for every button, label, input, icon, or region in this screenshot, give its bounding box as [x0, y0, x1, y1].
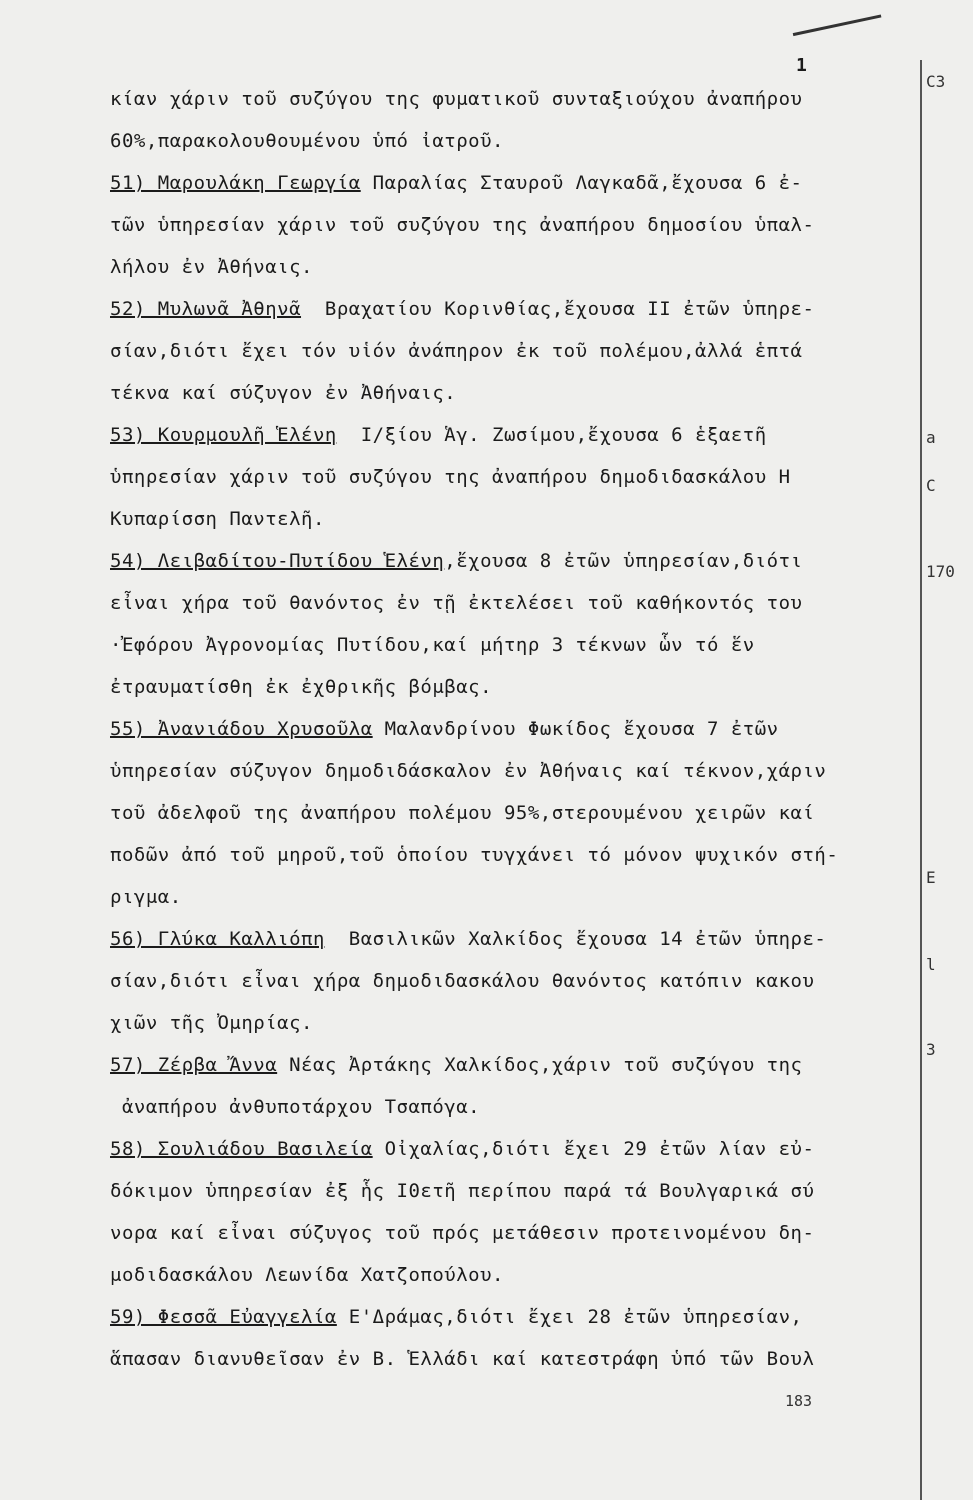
text-line [110, 498, 900, 540]
line-text: Ε'Δράμας,διότι ἔχει 28 ἐτῶν ὑπηρεσίαν, [336, 1306, 803, 1328]
line-text: τοῦ ἀδελφοῦ της ἀναπήρου πολέμου 95%,στερουμένου χειρῶν καί [110, 802, 815, 824]
line-text: χιῶν τῆς Ὀμηρίας. [110, 1012, 313, 1034]
page-border-line [920, 60, 922, 1500]
text-line [110, 456, 900, 498]
text-line [110, 582, 900, 624]
line-text: Οἰχαλίας,διότι ἔχει 29 ἐτῶν λίαν εὐ- [372, 1138, 815, 1160]
text-line [110, 876, 900, 918]
line-text: Μαλανδρίνου Φωκίδος ἔχουσα 7 ἐτῶν [372, 718, 779, 740]
text-line [110, 960, 900, 1002]
margin-note: a [926, 428, 936, 447]
entry-heading-line [110, 1044, 900, 1086]
margin-note: 170 [926, 562, 955, 581]
margin-note: C3 [926, 72, 946, 91]
text-line [110, 330, 900, 372]
text-line [110, 666, 900, 708]
line-indent [110, 1096, 122, 1118]
text-line [110, 1086, 900, 1128]
entry-heading-line [110, 414, 900, 456]
line-text: ὑπηρεσίαν χάριν τοῦ συζύγου της ἀναπήρου δημοδιδασκάλου Η [110, 466, 791, 488]
entry-heading-line [110, 1296, 900, 1338]
text-line [110, 834, 900, 876]
line-text: Παραλίας Σταυροῦ Λαγκαδᾶ,ἔχουσα 6 ἐ- [360, 172, 803, 194]
text-line [110, 792, 900, 834]
line-text: ριγμα. [110, 886, 182, 908]
entry-name: 52) Μυλωνᾶ Ἀθηνᾶ [110, 298, 302, 320]
text-line [110, 1212, 900, 1254]
line-text: τέκνα καί σύζυγον ἐν Ἀθήναις. [110, 382, 457, 404]
entry-name: 56) Γλύκα Καλλιόπη [110, 928, 325, 950]
line-text: ,ἔχουσα 8 ἐτῶν ὑπηρεσίαν,διότι [444, 550, 803, 572]
text-line [110, 120, 900, 162]
line-text: ἅπασαν διανυθεῖσαν ἐν Β. Ἑλλάδι καί κατεστράφη ὑπό τῶν Βουλ [110, 1348, 815, 1370]
text-line [110, 1338, 900, 1380]
top-mark: 1 [796, 55, 807, 76]
entry-name: 53) Κουρμουλῆ Ἑλένη [110, 424, 337, 446]
line-text: μοδιδασκάλου Λεωνίδα Χατζοπούλου. [110, 1264, 504, 1286]
line-text: ἐτραυματίσθη ἐκ ἐχθρικῆς βόμβας. [110, 676, 493, 698]
entry-name: 55) Ἀνανιάδου Χρυσοῦλα [110, 718, 373, 740]
line-text: τῶν ὑπηρεσίαν χάριν τοῦ συζύγου της ἀναπήρου δημοσίου ὑπαλ- [110, 214, 815, 236]
line-text: ἀναπήρου ἀνθυποτάρχου Τσαπόγα. [121, 1096, 481, 1118]
text-line [110, 204, 900, 246]
entry-name: 59) Φεσσᾶ Εὐαγγελία [110, 1306, 337, 1328]
text-line [110, 624, 900, 666]
text-line [110, 1002, 900, 1044]
entry-heading-line [110, 288, 900, 330]
margin-note: 3 [926, 1040, 936, 1059]
line-text: Βασιλικῶν Χαλκίδος ἔχουσα 14 ἐτῶν ὑπηρε- [324, 928, 827, 950]
text-line [110, 78, 900, 120]
line-text: 60%,παρακολουθουμένου ὑπό ἰατροῦ. [110, 130, 504, 152]
margin-note: l [926, 955, 936, 974]
entry-name: 58) Σουλιάδου Βασιλεία [110, 1138, 373, 1160]
entry-heading-line [110, 162, 900, 204]
line-text: σίαν,διότι εἶναι χήρα δημοδιδασκάλου θανόντος κατόπιν κακου [110, 970, 815, 992]
line-text: Νέας Ἀρτάκης Χαλκίδος,χάριν τοῦ συζύγου της [277, 1054, 803, 1076]
line-text: Βραχατίου Κορινθίας,ἔχουσα ΙΙ ἐτῶν ὑπηρε- [301, 298, 815, 320]
entry-heading-line [110, 918, 900, 960]
page-number: 183 [785, 1392, 813, 1410]
margin-note: C [926, 476, 936, 495]
line-text: κίαν χάριν τοῦ συζύγου της φυματικοῦ συνταξιούχου ἀναπήρου [110, 88, 803, 110]
text-line [110, 246, 900, 288]
entry-name: 51) Μαρουλάκη Γεωργία [110, 172, 361, 194]
entry-heading-line [110, 1128, 900, 1170]
text-line [110, 372, 900, 414]
text-line [110, 1170, 900, 1212]
entry-heading-line [110, 708, 900, 750]
text-line [110, 1254, 900, 1296]
line-text: δόκιμον ὑπηρεσίαν ἐξ ἧς Ι0ετῆ περίπου παρά τά Βουλγαρικά σύ [110, 1180, 815, 1202]
line-text: ὑπηρεσίαν σύζυγον δημοδιδάσκαλον ἐν Ἀθήναις καί τέκνον,χάριν [110, 760, 827, 782]
document-body [110, 78, 900, 1380]
top-scribble [789, 0, 882, 36]
text-line [110, 750, 900, 792]
line-text: σίαν,διότι ἔχει τόν υἱόν ἀνάπηρον ἐκ τοῦ πολέμου,ἀλλά ἑπτά [110, 340, 803, 362]
line-text: νορα καί εἶναι σύζυγος τοῦ πρός μετάθεσιν προτεινομένου δη- [110, 1222, 815, 1244]
line-text: Κυπαρίσση Παντελῆ. [110, 508, 325, 530]
line-text: εἶναι χήρα τοῦ θανόντος ἐν τῇ ἐκτελέσει τοῦ καθήκοντός του [110, 592, 803, 614]
entry-name: 57) Ζέρβα Ἄννα [110, 1054, 278, 1076]
line-text: λήλου ἐν Ἀθήναις. [110, 256, 313, 278]
line-text: Ι/ξίου Ἁγ. Ζωσίμου,ἔχουσα 6 ἑξαετῆ [336, 424, 767, 446]
line-text: ·Ἐφόρου Ἀγρονομίας Πυτίδου,καί μήτηρ 3 τέκνων ὧν τό ἕν [110, 634, 755, 656]
entry-heading-line [110, 540, 900, 582]
margin-note: E [926, 868, 936, 887]
entry-name: 54) Λειβαδίτου-Πυτίδου Ἑλένη [110, 550, 445, 572]
line-text: ποδῶν ἀπό τοῦ μηροῦ,τοῦ ὁποίου τυγχάνει τό μόνον ψυχικόν στή- [110, 844, 839, 866]
